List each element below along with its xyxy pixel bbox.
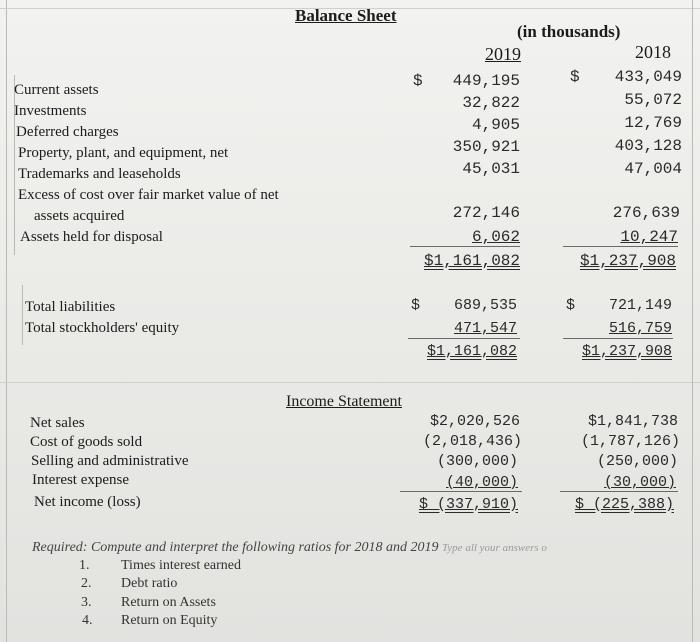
balance-sheet-title: Balance Sheet	[295, 6, 397, 25]
value-2018-cogs: (1,787,126)	[580, 433, 680, 450]
value-2019-interest: (40,000)	[445, 474, 518, 491]
label-cogs: Cost of goods sold	[30, 434, 143, 450]
value-2018-interest: (30,000)	[603, 474, 676, 491]
value-2018-net-sales: $1,841,738	[587, 413, 678, 430]
list-item	[81, 595, 216, 611]
list-number: 1.	[79, 558, 90, 573]
list-number: 2.	[81, 576, 92, 591]
value-2018-selling-admin: (250,000)	[596, 453, 678, 470]
list-text: Times interest earned	[121, 558, 242, 573]
value-2019-net-income: $ (337,910)	[418, 496, 518, 513]
label-selling-admin: Selling and administrative	[31, 453, 189, 469]
value-2019-total-liabilities: 689,535	[453, 297, 517, 314]
list-text: Return on Assets	[121, 595, 216, 610]
value-2018-current-assets: 433,049	[614, 68, 682, 86]
required-lead: Required: Compute and interpret the following ratios for 2018 and 2019	[32, 540, 439, 555]
value-2018-total-assets: $1,237,908	[579, 252, 676, 270]
value-2018-trademarks: 47,004	[624, 160, 682, 178]
value-2018-deferred: 12,769	[624, 114, 682, 132]
dollar-sign-2019: $	[413, 72, 423, 90]
dollar-sign-liab-2018: $	[566, 297, 576, 314]
list-item	[79, 558, 241, 574]
value-2019-investments: 32,822	[462, 94, 520, 112]
list-text: Debt ratio	[121, 576, 178, 591]
list-text: Return on Equity	[121, 613, 218, 628]
income-statement-title: Income Statement	[286, 393, 402, 410]
label-investments: Investments	[14, 103, 87, 119]
value-2018-ppe: 403,128	[614, 137, 682, 155]
label-interest-expense: Interest expense	[32, 472, 130, 488]
label-ppe: Property, plant, and equipment, net	[18, 145, 229, 161]
label-deferred-charges: Deferred charges	[16, 124, 119, 140]
year-2018-header: 2018	[635, 42, 671, 62]
label-assets-held: Assets held for disposal	[20, 229, 163, 245]
value-2019-current-assets: 449,195	[452, 72, 520, 90]
value-2019-deferred: 4,905	[471, 116, 520, 134]
value-2018-total-le: $1,237,908	[581, 343, 672, 360]
value-2019-equity: 471,547	[453, 320, 517, 337]
value-2019-selling-admin: (300,000)	[436, 453, 518, 470]
value-2018-excess-cost: 276,639	[612, 204, 680, 222]
dollar-sign-2018: $	[570, 68, 580, 86]
value-2019-cogs: (2,018,436)	[422, 433, 522, 450]
value-2019-ppe: 350,921	[452, 138, 520, 156]
dollar-sign-liab-2019: $	[411, 297, 421, 314]
list-item	[82, 613, 217, 629]
value-2018-assets-held: 10,247	[620, 228, 678, 246]
label-trademarks: Trademarks and leaseholds	[18, 166, 181, 182]
label-excess-cost-line1: Excess of cost over fair market value of net	[18, 187, 279, 203]
year-2019-header: 2019	[485, 44, 521, 64]
label-total-liabilities: Total liabilities	[25, 299, 116, 315]
list-item	[81, 576, 177, 592]
label-net-sales: Net sales	[30, 415, 85, 431]
list-number: 3.	[81, 595, 92, 610]
label-current-assets: Current assets	[14, 82, 99, 98]
value-2019-net-sales: $2,020,526	[429, 413, 520, 430]
value-2018-equity: 516,759	[608, 320, 672, 337]
value-2019-total-assets: $1,161,082	[423, 252, 520, 270]
value-2019-excess-cost: 272,146	[452, 204, 520, 222]
value-2019-total-le: $1,161,082	[426, 343, 517, 360]
value-2019-trademarks: 45,031	[462, 160, 520, 178]
value-2018-net-income: $ (225,388)	[574, 496, 674, 513]
required-instructions	[32, 540, 547, 556]
value-2018-investments: 55,072	[624, 91, 682, 109]
units-label: (in thousands)	[517, 22, 621, 41]
value-2019-assets-held: 6,062	[471, 228, 520, 246]
label-stockholders-equity: Total stockholders' equity	[25, 320, 180, 336]
required-note: Type all your answers o	[442, 542, 547, 554]
list-number: 4.	[82, 613, 93, 628]
label-excess-cost-line2: assets acquired	[34, 208, 125, 224]
label-net-income: Net income (loss)	[34, 494, 141, 510]
value-2018-total-liabilities: 721,149	[608, 297, 672, 314]
